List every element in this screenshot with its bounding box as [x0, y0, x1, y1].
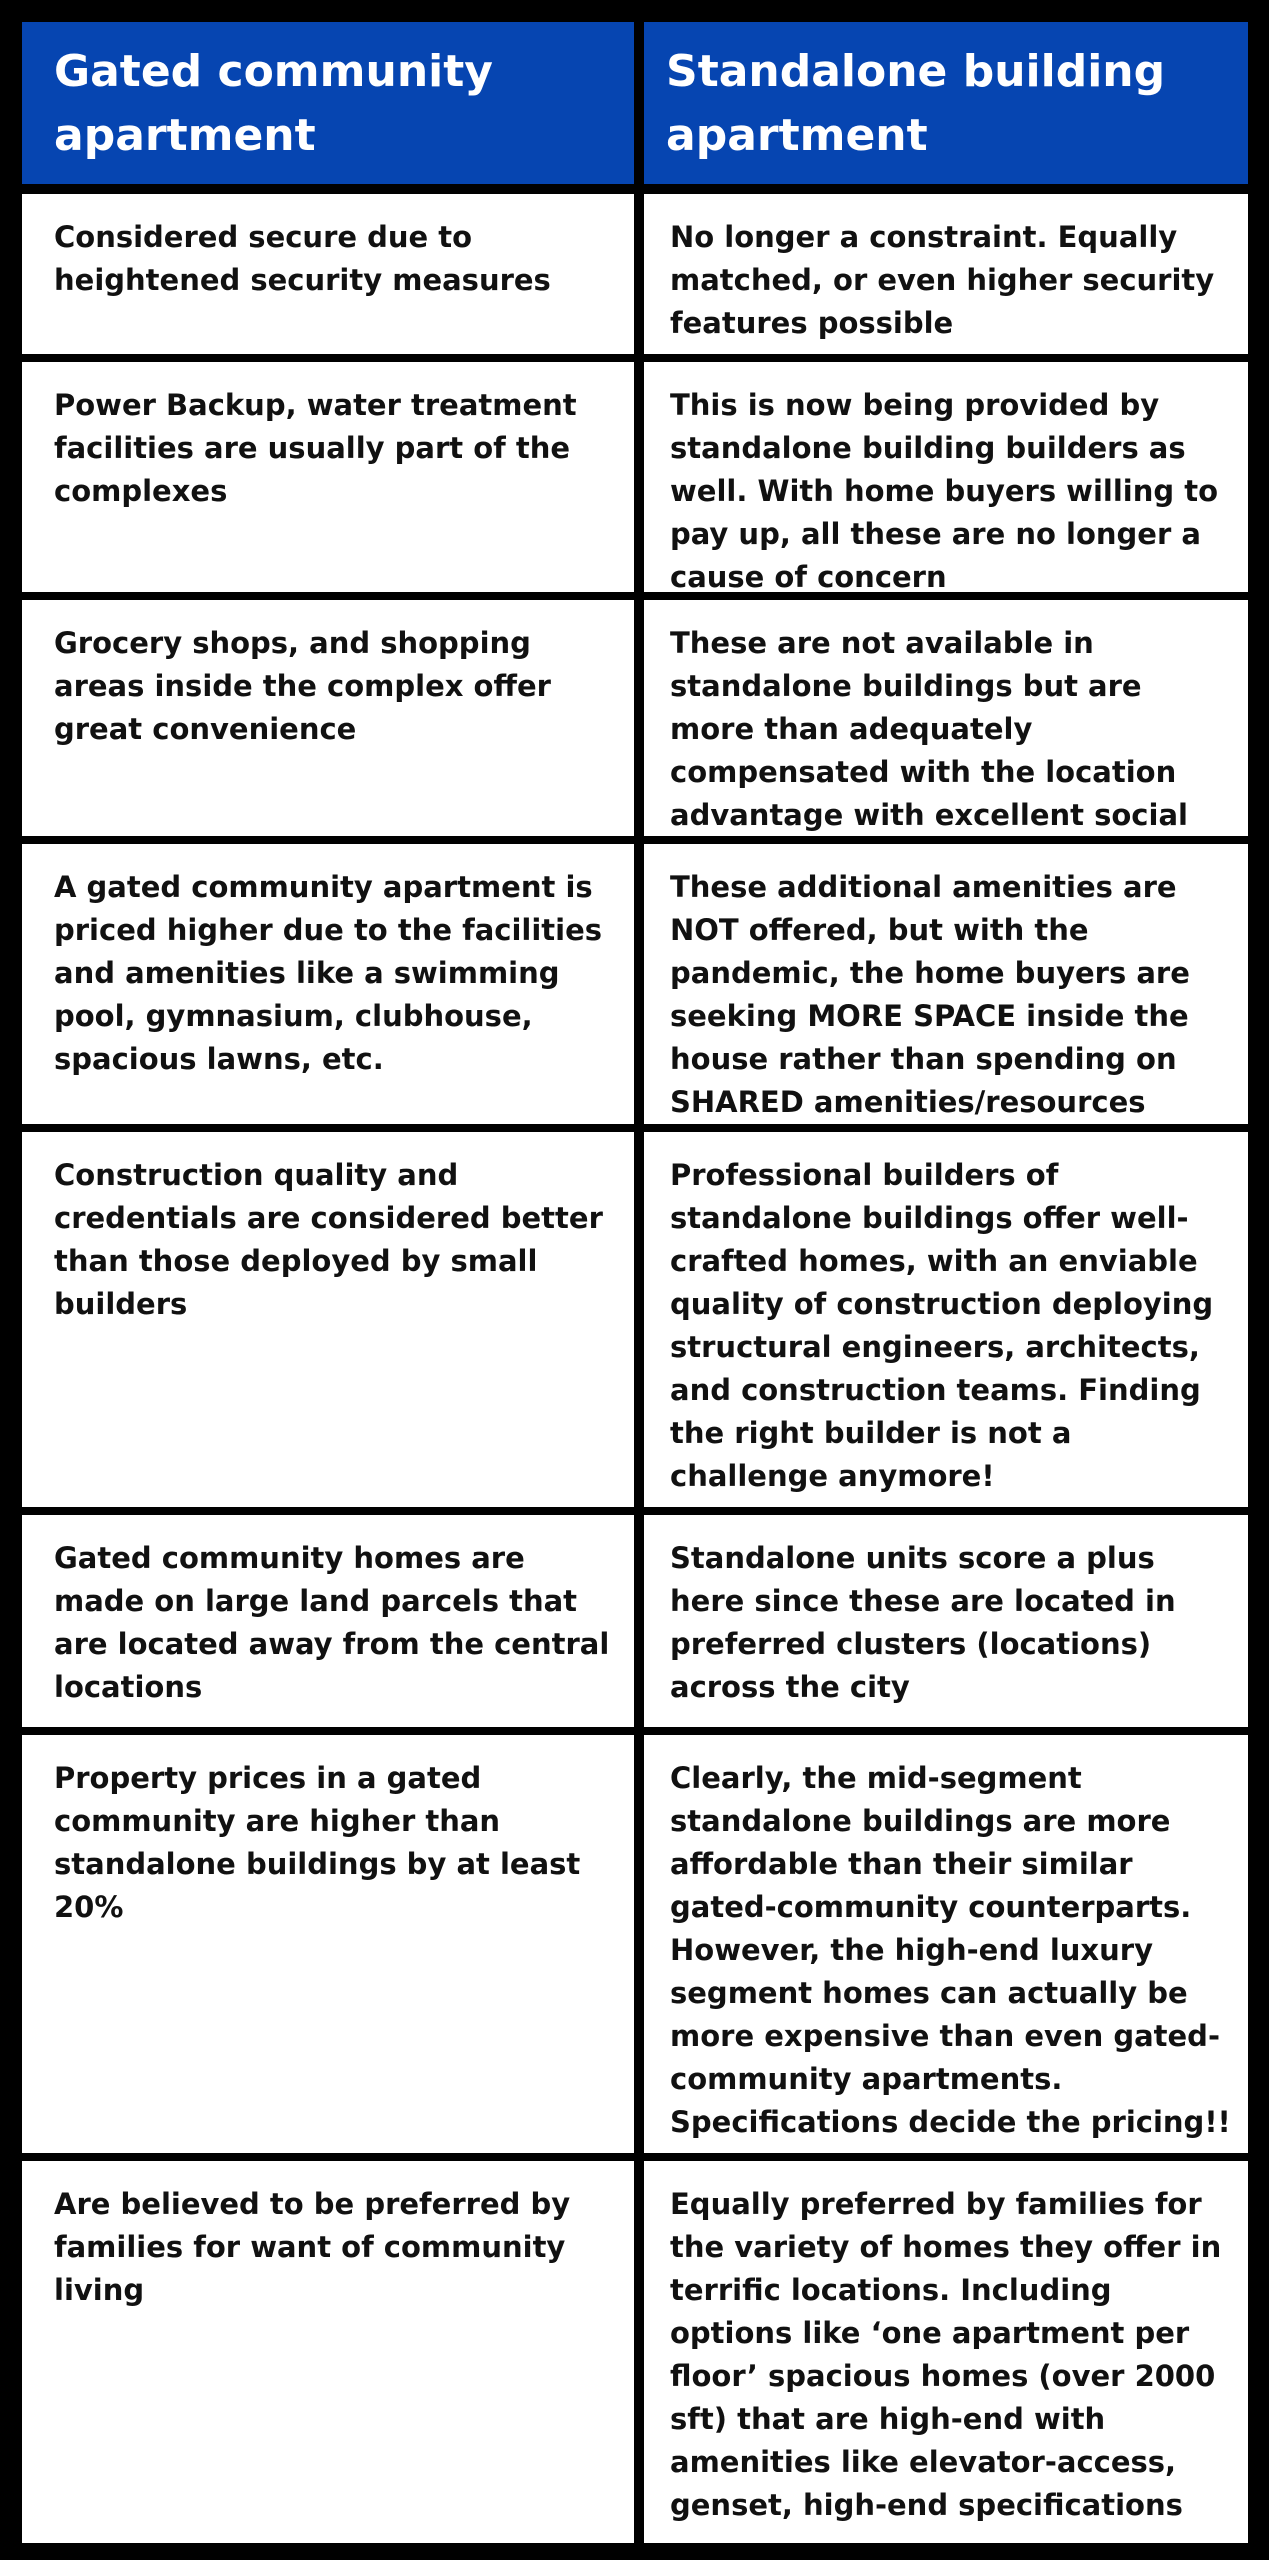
- standalone-cell: Standalone units score a plus here since these are located in preferred clusters (locations) across the city: [644, 1515, 1248, 1727]
- standalone-cell: This is now being provided by standalone building builders as well. With home buyers willing to pay up, all these are no longer a cause of concern: [644, 362, 1248, 592]
- standalone-cell: Clearly, the mid-segment standalone buildings are more affordable than their similar gated-community counterparts. However, the high-end luxury segment homes can actually be more expensive than even gated-community apartments. Specifications decide the pricing!!: [644, 1735, 1248, 2153]
- standalone-cell: These are not available in standalone buildings but are more than adequately compensated with the location advantage with excellent social: [644, 600, 1248, 836]
- gated-cell: Construction quality and credentials are considered better than those deployed by small builders: [22, 1132, 634, 1507]
- table-row: [22, 600, 1248, 836]
- gated-cell: Considered secure due to heightened security measures: [22, 194, 634, 354]
- table-row: [22, 1132, 1248, 1507]
- gated-cell: Grocery shops, and shopping areas inside the complex offer great convenience: [22, 600, 634, 836]
- standalone-cell: Professional builders of standalone buildings offer well-crafted homes, with an enviable quality of construction deploying structural engineers, architects, and construction teams. Finding the right builder is not a challenge anymore!: [644, 1132, 1248, 1507]
- gated-cell: Power Backup, water treatment facilities are usually part of the complexes: [22, 362, 634, 592]
- table-row: [22, 194, 1248, 354]
- table-row: [22, 2161, 1248, 2543]
- gated-cell: A gated community apartment is priced higher due to the facilities and amenities like a swimming pool, gymnasium, clubhouse, spacious lawns, etc.: [22, 844, 634, 1124]
- comparison-table: [22, 22, 1248, 2551]
- gated-cell: Gated community homes are made on large land parcels that are located away from the central locations: [22, 1515, 634, 1727]
- standalone-cell: These additional amenities are NOT offered, but with the pandemic, the home buyers are seeking MORE SPACE inside the house rather than spending on SHARED amenities/resources: [644, 844, 1248, 1124]
- table-row: [22, 1735, 1248, 2153]
- standalone-cell: No longer a constraint. Equally matched, or even higher security features possible: [644, 194, 1248, 354]
- table-row: [22, 844, 1248, 1124]
- gated-cell: Are believed to be preferred by families for want of community living: [22, 2161, 634, 2543]
- table-header-row: [22, 22, 1248, 184]
- header-gated-community: Gated community apartment: [22, 22, 634, 184]
- table-row: [22, 362, 1248, 592]
- gated-cell: Property prices in a gated community are higher than standalone buildings by at least 20%: [22, 1735, 634, 2153]
- header-standalone-building: Standalone building apartment: [644, 22, 1248, 184]
- standalone-cell: Equally preferred by families for the variety of homes they offer in terrific locations. Including options like ‘one apartment per floor’ spacious homes (over 2000 sft) that are high-end with amenities like elevator-access, genset, high-end specifications: [644, 2161, 1248, 2543]
- table-row: [22, 1515, 1248, 1727]
